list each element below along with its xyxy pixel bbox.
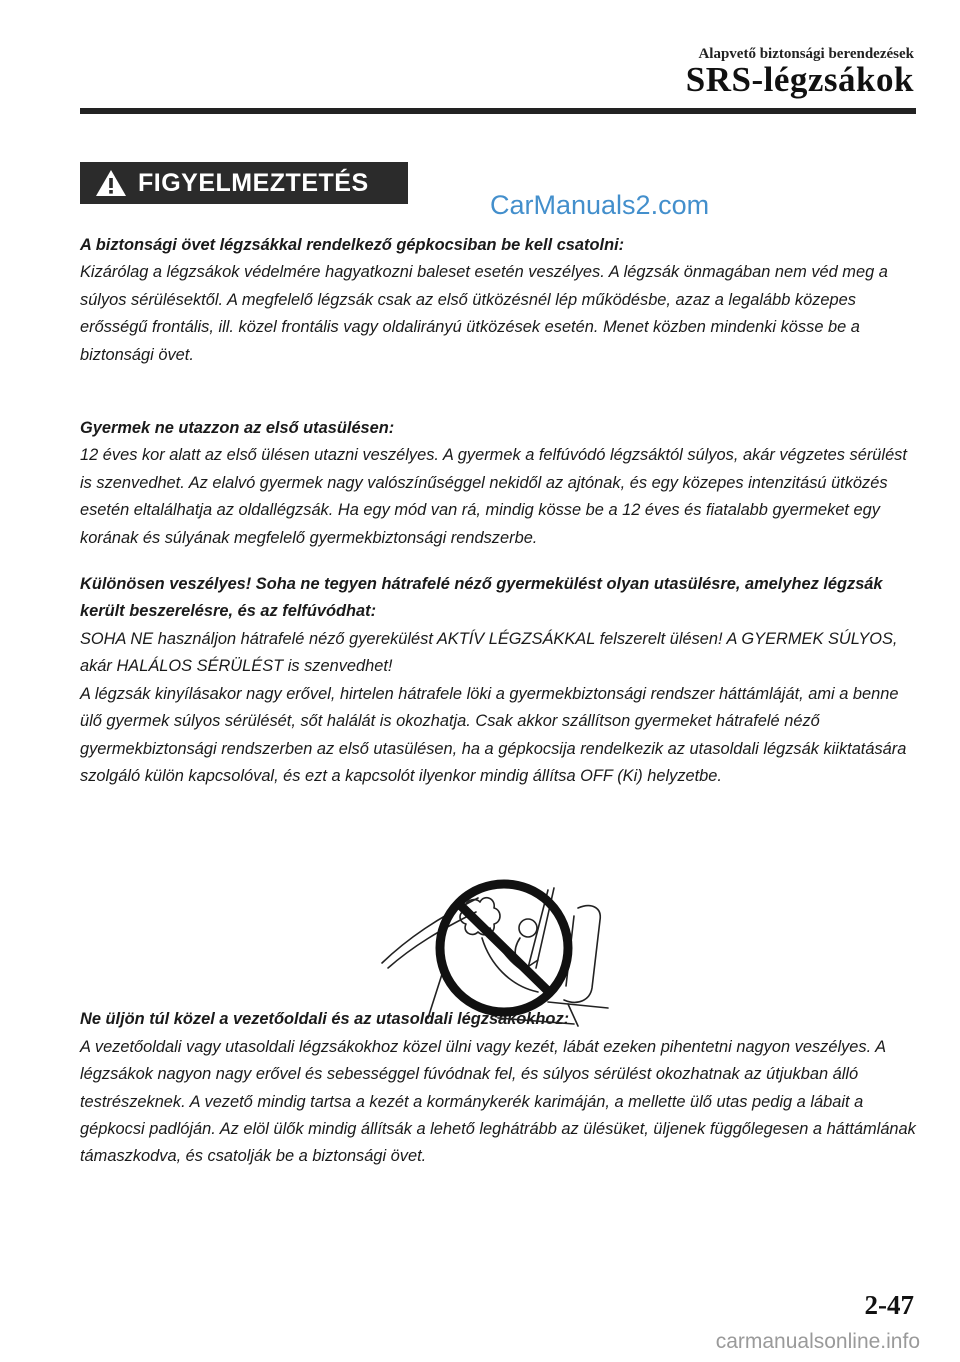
block-paragraph: A légzsák kinyílásakor nagy erővel, hirtelen hátrafele löki a gyermekbiztonsági rendszer háttámláját, ami a benne ülő gyermek súlyos sérülését, sőt halálát is okozhatja. Csak akkor szállítson gyermeket hátrafelé néző gyermekbiztonsági rendszerben az első utasülésen, ha a gépkocsija rendelkezik az utasoldali légzsák kiiktatására szolgáló külön kapcsolóval, és ezt a kapcsolót ilyenkor mindig állítsa OFF (Ki) helyzetbe. xyxy=(80,684,907,785)
block-paragraph: 12 éves kor alatt az első ülésen utazni veszélyes. A gyermek a felfúvódó légzsáktól súlyos, akár végzetes sérülést is szenvedhet. Az elalvó gyermek nagy valószínűséggel nekidől az ajtónak, és egy közepes intenzitású ütközés esetén eltalálhatja az oldallégzsák. Ha egy mód van rá, mindig kösse be a 12 éves és fiatalabb gyermeket egy korának és súlyának megfelelő gyermekbiztonsági rendszerbe. xyxy=(80,446,907,547)
block-paragraph: SOHA NE használjon hátrafelé néző gyerekülést AKTÍV LÉGZSÁKKAL felszerelt ülésen! A GYERMEK SÚLYOS, akár HALÁLOS SÉRÜLÉST is szenvedhet! xyxy=(80,629,898,676)
warning-content xyxy=(80,232,920,1171)
warning-triangle-icon xyxy=(94,168,128,198)
block-too-close xyxy=(80,1006,920,1170)
site-watermark: carmanualsonline.info xyxy=(715,1330,920,1353)
block-heading: Gyermek ne utazzon az első utasülésen: xyxy=(80,419,395,438)
watermark: CarManuals2.com xyxy=(490,190,710,220)
block-rear-facing-seat xyxy=(80,571,920,790)
block-heading: Ne üljön túl közel a vezetőoldali és az utasoldali légzsákokhoz: xyxy=(80,1010,570,1029)
warning-banner xyxy=(80,162,408,204)
page-title: SRS-légzsákok xyxy=(685,60,914,99)
block-paragraph: A vezetőoldali vagy utasoldali légzsákokhoz közel ülni vagy kezét, lábát ezeken pihentetni nagyon veszélyes. A légzsákok nagyon nagy erővel és sebességgel fúvódnak fel, és súlyos sérülést okozhatnak az útjukban álló testrészeknek. A vezető mindig tartsa a kezét a kormánykerék karimáján, a mellette ülő utas pedig a lábait a gépkocsi padlóján. Az elöl ülők mindig állítsák a lehető leghátrább az ülésüket, üljenek függőlegesen a háttámlának támaszkodva, és csatolják be a biztonsági övet. xyxy=(80,1037,916,1166)
prohibited-rear-facing-child-seat-icon xyxy=(378,868,630,1028)
block-child-front-seat xyxy=(80,415,920,552)
warning-label: FIGYELMEZTETÉS xyxy=(138,168,369,197)
block-heading: Különösen veszélyes! Soha ne tegyen hátrafelé néző gyermekülést olyan utasülésre, amelyhez légzsák került beszerelésre, és az felfúvódhat: xyxy=(80,575,883,621)
block-paragraph: Kizárólag a légzsákok védelmére hagyatkozni baleset esetén veszélyes. A légzsák önmagában nem véd meg a súlyos sérülésektől. A megfelelő légzsák csak az első ütközésnél lép működésbe, azaz a legalább közepes erősségű frontális, ill. közel frontális vagy oldalirányú ütközések esetén. Menet közben mindenki kösse be a biztonsági övet. xyxy=(80,263,888,364)
block-heading: A biztonsági övet légzsákkal rendelkező gépkocsiban be kell csatolni: xyxy=(80,236,625,254)
block-seatbelt xyxy=(80,232,920,369)
header-divider xyxy=(80,108,916,114)
page-number: 2-47 xyxy=(864,1290,914,1320)
section-title: Alapvető biztonsági berendezések xyxy=(698,46,914,62)
